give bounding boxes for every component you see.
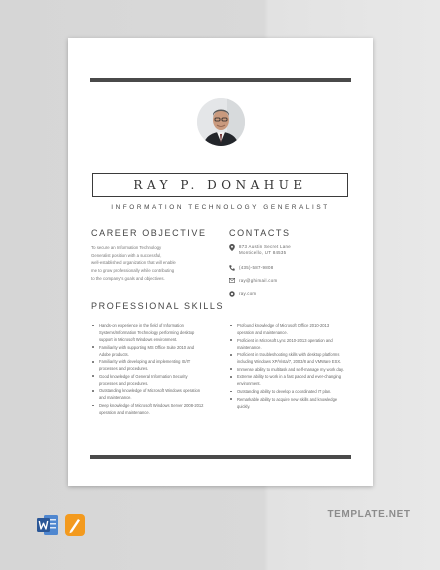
list-item: Hands-on experience in the field of Information Systems/Information Technology performing desktop support in Microsoft Windows environment.	[91, 322, 206, 343]
list-item: Profound knowledge of Microsoft Office 2010-2013 operation and maintenance.	[229, 322, 347, 336]
bottom-divider-bar	[90, 455, 351, 459]
name-box	[92, 173, 348, 197]
skills-left-column	[91, 322, 206, 417]
contact-phone	[229, 265, 273, 271]
list-item: Immense ability to multitask and self-manage my work day.	[229, 366, 347, 373]
list-item: Good knowledge of General Information Security processes and procedures.	[91, 373, 206, 387]
contacts-heading: CONTACTS	[229, 228, 291, 238]
address-line-1: 873 Austin Secret Lane	[239, 244, 292, 249]
list-item: Proficient in Microsoft Lync 2010-2013 operation and maintenance.	[229, 337, 347, 351]
contact-website	[229, 291, 256, 297]
contact-address	[229, 244, 291, 257]
list-item: Extreme ability to work in a fast paced and ever-changing environment.	[229, 373, 347, 387]
pages-icon[interactable]	[64, 513, 86, 537]
career-objective-heading: CAREER OBJECTIVE	[91, 228, 207, 238]
list-item: Familiarity with supporting MS Office Suite 2010 and Adobe products.	[91, 344, 206, 358]
address-line-2: Monticello, UT 84535	[239, 250, 287, 256]
word-icon[interactable]	[36, 513, 58, 537]
template-net-logo[interactable]: TEMPLATE.NET	[327, 508, 411, 520]
professional-skills-heading: PROFESSIONAL SKILLS	[91, 301, 225, 311]
list-item: Familiarity with developing and implementing IS/IT processes and procedures.	[91, 358, 206, 372]
envelope-icon	[229, 278, 235, 284]
profile-photo	[197, 98, 245, 146]
map-pin-icon	[229, 244, 235, 250]
list-item: Remarkable ability to acquire new skills and knowledge quickly.	[229, 396, 347, 410]
globe-icon	[229, 291, 235, 297]
email-address: ray@ghimail.com	[239, 278, 278, 283]
candidate-name: RAY P. DONAHUE	[133, 178, 307, 192]
list-item: Deep knowledge of Microsoft Windows Server 2008-2012 operation and maintenance.	[91, 402, 206, 416]
list-item: Proficient in troubleshooting skills with desktop platforms including Windows XP/Vista/7, 2003/8 and VMWare ESX.	[229, 351, 347, 365]
career-objective-text: To secure an Information Technology Generalist position with a successful, well-established organization that will enable me to grow professionally while contributing to the company's goals and objectives.	[91, 245, 176, 281]
phone-icon	[229, 265, 235, 271]
website: ray.com	[239, 291, 257, 296]
job-title: INFORMATION TECHNOLOGY GENERALIST	[111, 204, 330, 211]
contact-email	[229, 278, 277, 284]
top-divider-bar	[90, 78, 351, 82]
list-item: Outstanding knowledge of Microsoft Windows operation and maintenance.	[91, 387, 206, 401]
phone-number: (435)-587-9808	[239, 265, 274, 270]
resume-page	[68, 38, 373, 486]
list-item: Outstanding ability to develop a coordinated IT plan.	[229, 388, 347, 395]
skills-right-column	[229, 322, 347, 410]
